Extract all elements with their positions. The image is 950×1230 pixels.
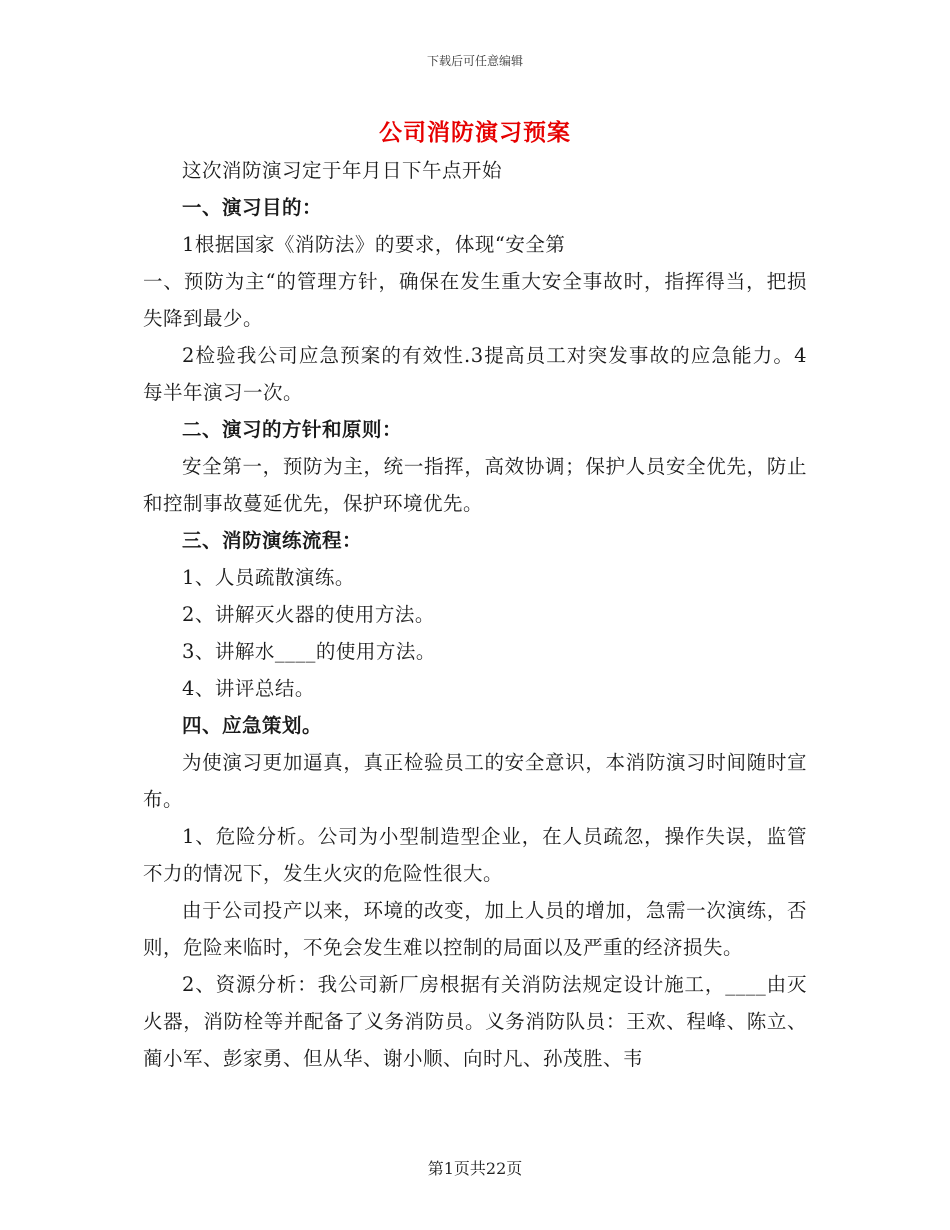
document-body xyxy=(143,152,807,1077)
list-item-process-4: 4、讲评总结。 xyxy=(182,677,315,700)
list-item-process-2: 2、讲解灭火器的使用方法。 xyxy=(182,603,435,626)
paragraph-purpose-2: 2检验我公司应急预案的有效性.3提高员工对突发事故的应急能力。4每半年演习一次。 xyxy=(143,344,807,404)
list-item-process-3: 3、讲解水____的使用方法。 xyxy=(182,640,436,663)
heading-principles: 二、演习的方针和原则： xyxy=(182,418,403,441)
paragraph-risk-analysis: 1、危险分析。公司为小型制造型企业，在人员疏忽，操作失误，监管不力的情况下，发生火灾的危险性很大。 xyxy=(143,825,807,885)
header-note: 下载后可任意编辑 xyxy=(426,54,523,68)
paragraph-planning: 为使演习更加逼真，真正检验员工的安全意识，本消防演习时间随时宣布。 xyxy=(143,751,807,811)
document-title: 公司消防演习预案 xyxy=(379,119,571,146)
heading-planning: 四、应急策划。 xyxy=(182,714,323,737)
paragraph-principles: 安全第一，预防为主，统一指挥，高效协调；保护人员安全优先，防止和控制事故蔓延优先，保护环境优先。 xyxy=(143,455,807,515)
heading-process: 三、消防演练流程： xyxy=(182,529,363,552)
paragraph-environment-change: 由于公司投产以来，环境的改变，加上人员的增加，急需一次演练，否则，危险来临时，不免会发生难以控制的局面以及严重的经济损失。 xyxy=(143,899,807,959)
paragraph-purpose-1: 1根据国家《消防法》的要求，体现“安全第 xyxy=(182,233,566,256)
heading-purpose: 一、演习目的： xyxy=(182,196,323,219)
paragraph-resource-analysis: 2、资源分析：我公司新厂房根据有关消防法规定设计施工，____由灭火器，消防栓等并配备了义务消防员。义务消防队员：王欢、程峰、陈立、蔺小军、彭家勇、但从华、谢小顺、向时凡、孙茂胜、韦 xyxy=(143,973,807,1070)
list-item-process-1: 1、人员疏散演练。 xyxy=(182,566,355,589)
paragraph-intro: 这次消防演习定于年月日下午点开始 xyxy=(182,159,503,182)
paragraph-purpose-1-cont: 一、预防为主“的管理方针，确保在发生重大安全事故时，指挥得当，把损失降到最少。 xyxy=(143,270,807,330)
page-number: 第1页共22页 xyxy=(427,1159,523,1178)
